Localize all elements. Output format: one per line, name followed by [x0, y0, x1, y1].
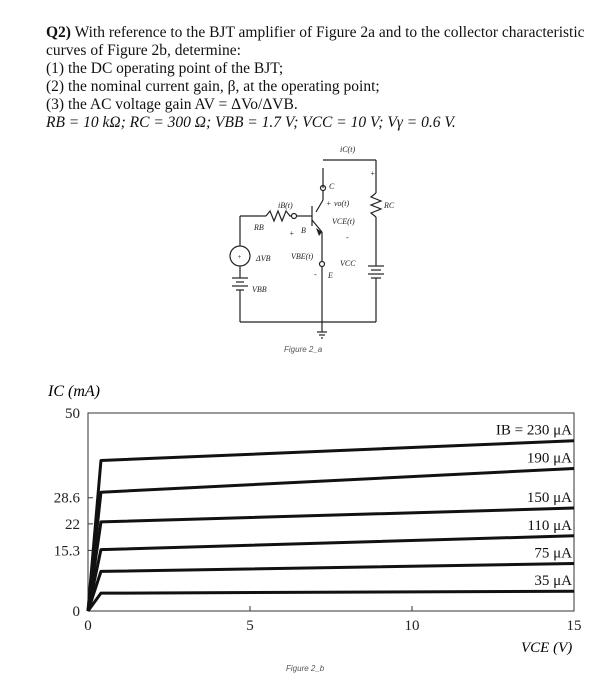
series-label: IB = 230 μA: [495, 422, 572, 439]
question-intro-text: With reference to the BJT amplifier of Figure 2a and to the collector characteristic curves of Figure 2b, determine:: [46, 24, 585, 59]
y-tick-label: 0: [72, 604, 80, 620]
x-tick-label: 15: [566, 618, 582, 634]
series-label: 110 μA: [527, 517, 572, 534]
x-tick-label: 0: [84, 618, 92, 634]
collector-label: C: [329, 182, 335, 191]
vo-label: vo(t): [334, 199, 350, 208]
question-params: RB = 10 kΩ; RC = 300 Ω; VBB = 1.7 V; VCC = 10 V; Vγ = 0.6 V.: [46, 114, 456, 131]
x-tick-label: 5: [246, 618, 254, 634]
question-item-3: (3) the AC voltage gain AV = ΔVo/ΔVB.: [46, 96, 298, 113]
rb-label: RB: [254, 223, 264, 232]
y-tick-label: 15.3: [53, 543, 80, 560]
y-tick-label: 28.6: [53, 490, 80, 507]
minus-vbe: -: [314, 270, 317, 279]
y-tick-label: 22: [65, 516, 80, 533]
plot-area: [54, 406, 582, 634]
series-label: 75 μA: [534, 545, 572, 562]
figure-2b-caption: Figure 2_b: [286, 664, 325, 673]
emitter-label: E: [328, 271, 333, 280]
vce-label: VCE(t): [332, 217, 355, 226]
base-label: B: [301, 226, 306, 235]
rc-label: RC: [384, 201, 395, 210]
series-label: 35 μA: [534, 573, 572, 590]
question-number: Q2): [46, 24, 71, 41]
series-label: 150 μA: [526, 490, 572, 507]
x-axis-label: VCE (V): [521, 640, 573, 656]
series-curve: [88, 591, 574, 611]
vcc-label: VCC: [340, 259, 356, 268]
series-label: 190 μA: [526, 450, 572, 467]
figure-2a-caption: Figure 2_a: [284, 345, 323, 354]
y-axis-label: IC (mA): [48, 383, 100, 400]
plus-vo: +: [326, 199, 332, 208]
plus-base: +: [289, 229, 295, 238]
x-tick-label: 10: [404, 618, 420, 634]
vbe-label: VBE(t): [291, 252, 314, 261]
plus-top: +: [370, 169, 376, 178]
question-item-1: (1) the DC operating point of the BJT;: [46, 60, 284, 77]
question-item-2: (2) the nominal current gain, β, at the operating point;: [46, 78, 380, 95]
source-plus: +: [237, 253, 242, 261]
ic-label: iC(t): [340, 145, 356, 154]
vbb-label: VBB: [252, 285, 267, 294]
ib-label: iB(t): [278, 201, 293, 210]
delta-vb-label: ΔVB: [256, 254, 271, 263]
minus-vce: -: [346, 233, 349, 242]
y-tick-label: 50: [65, 406, 80, 422]
